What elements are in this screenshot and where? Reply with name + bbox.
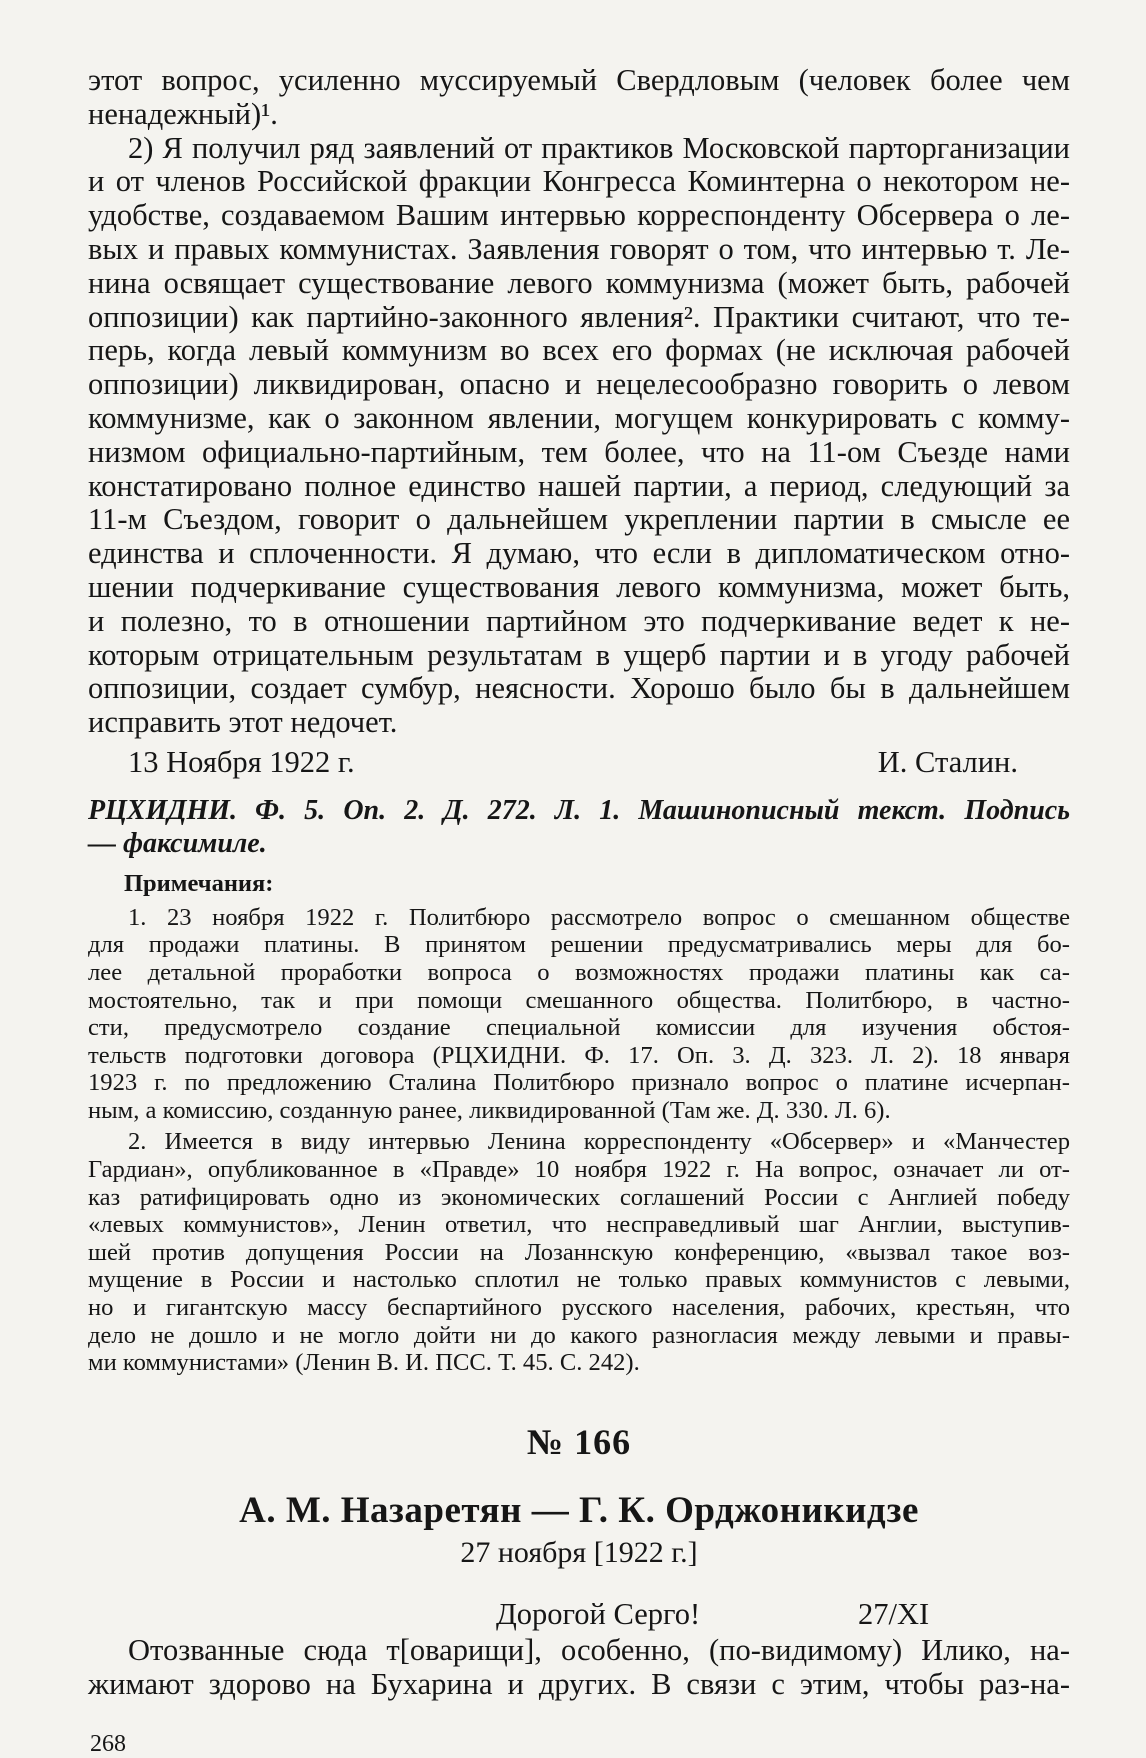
letter-opening <box>88 1634 1070 1702</box>
text-line: исправить этот недочет. <box>88 705 398 740</box>
note-line: тельств подготовки договора (РЦХИДНИ. Ф. 17. Оп. 3. Д. 323. Л. 2). 18 января <box>88 1041 1070 1069</box>
note-line: мущение в России и настолько сплотил не только правых коммунистов с левыми, <box>88 1266 1070 1294</box>
note-line: 1. 23 ноября 1922 г. Политбюро рассмотрело вопрос о смешанном обществе <box>128 903 1070 931</box>
page-number: 268 <box>90 1731 126 1758</box>
text-line: удобстве, создаваемом Вашим интервью корреспонденту Обсервера о ле- <box>88 198 1070 233</box>
text-line: перь, когда левый коммунизм во всех его формах (не исключая рабочей <box>88 333 1070 368</box>
notes-heading: Примечания: <box>124 869 274 897</box>
note-line: 2. Имеется в виду интервью Ленина корреспонденту «Обсервер» и «Манчестер <box>128 1128 1070 1156</box>
text-line: этот вопрос, усиленно муссируемый Свердловым (человек более чем <box>88 63 1070 97</box>
source-line: — факсимиле. <box>88 827 267 859</box>
note-line: Гардиан», опубликованное в «Правде» 10 ноября 1922 г. На вопрос, означает ли от- <box>88 1156 1070 1184</box>
note-line: каз ратифицировать одно из экономических соглашений России с Англией победу <box>88 1183 1070 1211</box>
text-line: констатировано полное единство нашей партии, а период, следующий за <box>88 468 1070 503</box>
source-line: РЦХИДНИ. Ф. 5. Оп. 2. Д. 272. Л. 1. Машинописный текст. Подпись <box>88 794 1070 826</box>
text-line: нина освящает существование левого коммунизма (может быть, рабочей <box>88 265 1070 300</box>
note-line: шей против допущения России на Лозаннскую конференцию, «вызвал такое воз- <box>88 1238 1070 1266</box>
document-title: А. М. Назаретян — Г. К. Орджоникидзе <box>239 1489 919 1531</box>
text-line: оппозиции) ликвидирован, опасно и нецелесообразно говорить о левом <box>88 367 1070 402</box>
text-line: шении подчеркивание существования левого коммунизма, может быть, <box>88 569 1070 604</box>
signature-name: И. Сталин. <box>877 744 1018 779</box>
text-line: низмом официально-партийным, тем более, что на 11-ом Съезде нами <box>88 434 1070 469</box>
letter-body <box>88 64 1070 740</box>
text-line: Отозванные сюда т[оварищи], особенно, (по-видимому) Илико, на- <box>128 1632 1070 1667</box>
note-line: но и гигантскую массу беспартийного русского населения, рабочих, крестьян, что <box>88 1294 1070 1322</box>
note-line: дело не дошло и не могло дойти ни до какого разногласия между левыми и правы- <box>88 1321 1070 1349</box>
text-line: коммунизме, как о законном явлении, могущем конкурировать с комму- <box>88 400 1070 435</box>
greeting-row <box>88 1598 1070 1632</box>
document-date: 27 ноября [1922 г.] <box>460 1535 698 1569</box>
notes-block <box>88 904 1070 1377</box>
greeting: Дорогой Серго! <box>496 1596 701 1631</box>
signature-row <box>88 746 1070 780</box>
note-line: мостоятельно, так и при помощи смешанного общества. Политбюро, в частно- <box>88 986 1070 1014</box>
text-line: и полезно, то в отношении партийном это подчеркивание ведет к не- <box>88 603 1070 638</box>
text-line: оппозиции) как партийно-законного явления². Практики считают, что те- <box>88 299 1070 334</box>
note-line: лее детальной проработки вопроса о возможностях продажи платины как са- <box>88 958 1070 986</box>
text-line: 2) Я получил ряд заявлений от практиков Московской парторганизации <box>128 130 1070 165</box>
text-line: и от членов Российской фракции Конгресса Коминтерна о некотором не- <box>88 164 1070 199</box>
note-line: «левых коммунистов», Ленин ответил, что несправедливый шаг Англии, выступив- <box>88 1211 1070 1239</box>
text-line: которым отрицательным результатам в ущерб партии и в угоду рабочей <box>88 637 1070 672</box>
text-line: вых и правых коммунистах. Заявления говорят о том, что интервью т. Ле- <box>88 231 1070 266</box>
note-line: сти, предусмотрело создание специальной комиссии для изучения обстоя- <box>88 1014 1070 1042</box>
note-line: 1923 г. по предложению Сталина Политбюро признало вопрос о платине исчерпан- <box>88 1069 1070 1097</box>
text-line: жимают здорово на Бухарина и других. В связи с этим, чтобы раз-на- <box>88 1666 1070 1701</box>
note-line: ми коммунистами» (Ленин В. И. ПСС. Т. 45. С. 242). <box>88 1349 640 1377</box>
text-line: единства и сплоченности. Я думаю, что если в дипломатическом отно- <box>88 536 1070 571</box>
text-line: ненадежный)¹. <box>88 96 278 131</box>
text-line: 11-м Съездом, говорит о дальнейшем укреплении партии в смысле ее <box>88 502 1070 537</box>
note-line: для продажи платины. В принятом решении предусматривались меры для бо- <box>88 931 1070 959</box>
book-page <box>88 64 1070 1758</box>
text-line: оппозиции, создает сумбур, неясности. Хорошо было бы в дальнейшем <box>88 671 1070 706</box>
signature-date: 13 Ноября 1922 г. <box>128 744 355 779</box>
document-number: № 166 <box>526 1421 632 1462</box>
note-line: ным, а комиссию, созданную ранее, ликвидированной (Там же. Д. 330. Л. 6). <box>88 1096 891 1124</box>
archive-source <box>88 794 1070 860</box>
greeting-date: 27/XI <box>858 1596 930 1631</box>
